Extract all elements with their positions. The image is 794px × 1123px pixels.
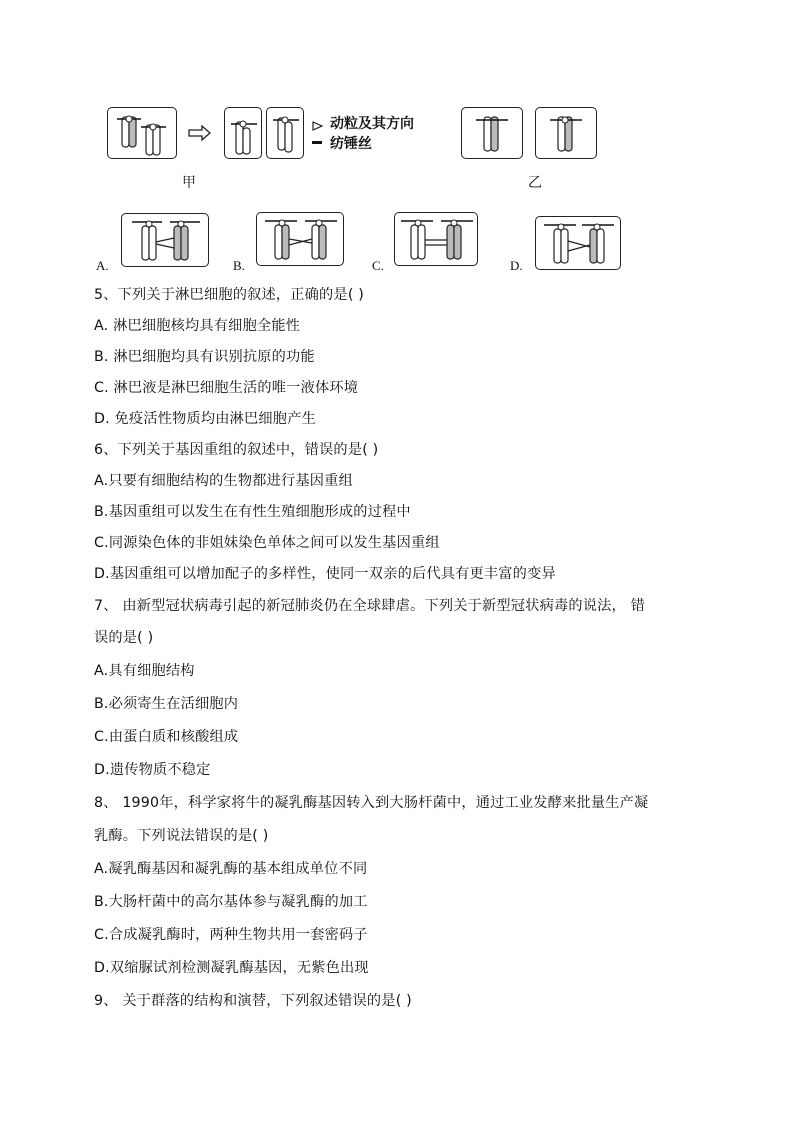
q8-option-b: B.大肠杆菌中的高尔基体参与凝乳酶的加工 bbox=[94, 894, 368, 910]
q6-option-c: C.同源染色体的非姐妹染色单体之间可以发生基因重组 bbox=[94, 535, 440, 551]
q7-stem-line-1: 7、 由新型冠状病毒引起的新冠肺炎仍在全球肆虐。下列关于新型冠状病毒的说法， 错 bbox=[94, 598, 645, 614]
chromosome-drawing bbox=[267, 108, 305, 160]
q5-option-c: C. 淋巴液是淋巴细胞生活的唯一液体环境 bbox=[94, 380, 359, 396]
legend-spindle: 纺锤丝 bbox=[330, 136, 372, 152]
option-letter-b: B. bbox=[233, 258, 245, 273]
figure-jia-box-3 bbox=[266, 107, 304, 159]
q9-stem: 9、 关于群落的结构和演替，下列叙述错误的是( ) bbox=[94, 993, 412, 1009]
q6-option-d: D.基因重组可以增加配子的多样性，使同一双亲的后代具有更丰富的变异 bbox=[94, 566, 556, 582]
option-figure-c bbox=[394, 212, 478, 266]
chromosome-drawing bbox=[462, 108, 524, 160]
q5-stem: 5、下列关于淋巴细胞的叙述，正确的是( ) bbox=[94, 287, 364, 303]
chromosome-drawing bbox=[536, 217, 622, 271]
caption-yi: 乙 bbox=[528, 175, 542, 191]
spindle-legend-icon bbox=[312, 141, 322, 144]
q7-stem-line-2: 误的是( ) bbox=[94, 630, 154, 646]
q8-option-c: C.合成凝乳酶时，两种生物共用一套密码子 bbox=[94, 927, 368, 943]
chromosome-drawing bbox=[225, 108, 263, 160]
chromosome-drawing bbox=[536, 108, 598, 160]
q5-option-a: A. 淋巴细胞核均具有细胞全能性 bbox=[94, 318, 301, 334]
q6-option-a: A.只要有细胞结构的生物都进行基因重组 bbox=[94, 473, 353, 489]
q7-option-d: D.遗传物质不稳定 bbox=[94, 762, 211, 778]
q7-option-c: C.由蛋白质和核酸组成 bbox=[94, 729, 239, 745]
q6-stem: 6、下列关于基因重组的叙述中，错误的是( ) bbox=[94, 442, 379, 458]
option-figure-a bbox=[121, 213, 209, 267]
q5-option-b: B. 淋巴细胞均具有识别抗原的功能 bbox=[94, 349, 315, 365]
kinetochore-legend-icon bbox=[312, 116, 324, 135]
arrow-icon bbox=[188, 124, 212, 146]
option-letter-c: C. bbox=[372, 258, 384, 273]
chromosome-pair-drawing bbox=[108, 108, 178, 160]
q5-option-d: D. 免疫活性物质均由淋巴细胞产生 bbox=[94, 411, 316, 427]
figure-yi-box-1 bbox=[461, 107, 523, 159]
figure-yi-box-2 bbox=[535, 107, 597, 159]
caption-jia: 甲 bbox=[182, 175, 196, 191]
q8-stem-line-2: 乳酶。下列说法错误的是( ) bbox=[94, 828, 269, 844]
figure-jia-box-1 bbox=[107, 107, 177, 159]
option-letter-d: D. bbox=[510, 258, 523, 273]
q8-option-a: A.凝乳酶基因和凝乳酶的基本组成单位不同 bbox=[94, 861, 368, 877]
chromosome-drawing bbox=[122, 214, 210, 268]
chromosome-drawing bbox=[257, 213, 345, 267]
q8-option-d: D.双缩脲试剂检测凝乳酶基因，无紫色出现 bbox=[94, 960, 369, 976]
q6-option-b: B.基因重组可以发生在有性生殖细胞形成的过程中 bbox=[94, 504, 411, 520]
chromosome-drawing bbox=[395, 213, 479, 267]
q7-option-a: A.具有细胞结构 bbox=[94, 663, 195, 679]
figure-jia-box-2 bbox=[224, 107, 262, 159]
q7-option-b: B.必须寄生在活细胞内 bbox=[94, 696, 239, 712]
option-figure-d bbox=[535, 216, 621, 270]
option-figure-b bbox=[256, 212, 344, 266]
legend-kinetochore: 动粒及其方向 bbox=[330, 116, 414, 132]
option-letter-a: A. bbox=[96, 258, 109, 273]
q8-stem-line-1: 8、 1990年，科学家将牛的凝乳酶基因转入到大肠杆菌中，通过工业发酵来批量生产凝 bbox=[94, 795, 649, 811]
